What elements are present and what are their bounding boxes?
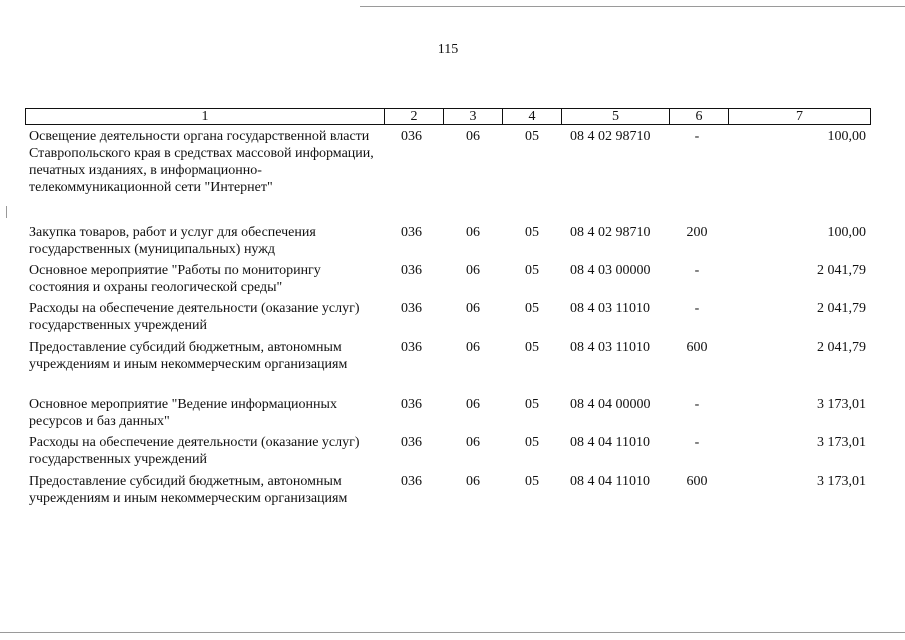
row-col-2: 036	[401, 225, 422, 240]
row-col-5: 08 4 04 00000	[570, 397, 651, 412]
row-col-2: 036	[401, 474, 422, 489]
row-col-2: 036	[401, 435, 422, 450]
row-name: Освещение деятельности органа государственной власти Ставропольского края в средствах массовой информации, печатных изданиях, в информационно-телекоммуникационной сети "Интернет"	[29, 129, 374, 195]
row-col-7: 3 173,01	[817, 435, 866, 450]
row-col-3: 06	[466, 435, 480, 450]
row-col-2: 036	[401, 129, 422, 144]
row-col-3: 06	[466, 129, 480, 144]
row-col-4: 05	[525, 301, 539, 316]
row-col-5: 08 4 04 11010	[570, 474, 650, 489]
row-col-7: 3 173,01	[817, 474, 866, 489]
row-name: Предоставление субсидий бюджетным, автономным учреждениям и иным некоммерческим организациям	[29, 474, 348, 506]
row-col-4: 05	[525, 225, 539, 240]
row-col-2: 036	[401, 263, 422, 278]
header-col-7: 7	[728, 108, 871, 125]
row-col-4: 05	[525, 397, 539, 412]
row-col-3: 06	[466, 397, 480, 412]
row-col-2: 036	[401, 301, 422, 316]
row-col-4: 05	[525, 340, 539, 355]
header-col-4: 4	[502, 108, 562, 125]
header-col-6: 6	[669, 108, 729, 125]
row-col-7: 100,00	[827, 225, 866, 240]
row-col-5: 08 4 03 00000	[570, 263, 651, 278]
row-col-6: -	[694, 435, 700, 450]
row-col-6: 600	[686, 474, 708, 489]
row-col-6: -	[694, 397, 700, 412]
row-col-5: 08 4 03 11010	[570, 301, 650, 316]
row-col-7: 100,00	[827, 129, 866, 144]
row-name: Закупка товаров, работ и услуг для обеспечения государственных (муниципальных) нужд	[29, 225, 316, 257]
row-col-7: 2 041,79	[817, 301, 866, 316]
scan-edge-bottom	[0, 632, 905, 633]
header-col-1: 1	[25, 108, 385, 125]
row-col-6: 200	[686, 225, 708, 240]
row-col-2: 036	[401, 340, 422, 355]
row-col-4: 05	[525, 129, 539, 144]
row-name: Расходы на обеспечение деятельности (оказание услуг) государственных учреждений	[29, 301, 360, 333]
header-col-5: 5	[561, 108, 670, 125]
row-col-5: 08 4 02 98710	[570, 225, 651, 240]
row-name: Расходы на обеспечение деятельности (оказание услуг) государственных учреждений	[29, 435, 360, 467]
row-col-4: 05	[525, 474, 539, 489]
page-number: 115	[437, 42, 459, 57]
row-col-5: 08 4 02 98710	[570, 129, 651, 144]
row-col-5: 08 4 04 11010	[570, 435, 650, 450]
header-col-3: 3	[443, 108, 503, 125]
header-col-2: 2	[384, 108, 444, 125]
row-col-6: 600	[686, 340, 708, 355]
row-col-3: 06	[466, 474, 480, 489]
row-col-5: 08 4 03 11010	[570, 340, 650, 355]
row-col-7: 2 041,79	[817, 263, 866, 278]
row-col-3: 06	[466, 263, 480, 278]
row-col-4: 05	[525, 435, 539, 450]
row-col-4: 05	[525, 263, 539, 278]
row-col-2: 036	[401, 397, 422, 412]
row-col-3: 06	[466, 301, 480, 316]
row-col-6: -	[694, 263, 700, 278]
row-name: Основное мероприятие "Ведение информационных ресурсов и баз данных"	[29, 397, 337, 429]
row-name: Основное мероприятие "Работы по мониторингу состояния и охраны геологической среды"	[29, 263, 321, 295]
row-col-3: 06	[466, 225, 480, 240]
row-col-6: -	[694, 129, 700, 144]
row-col-3: 06	[466, 340, 480, 355]
scan-edge-top	[360, 6, 905, 7]
row-col-7: 3 173,01	[817, 397, 866, 412]
row-name: Предоставление субсидий бюджетным, автономным учреждениям и иным некоммерческим организациям	[29, 340, 348, 372]
row-col-6: -	[694, 301, 700, 316]
row-col-7: 2 041,79	[817, 340, 866, 355]
scan-mark	[6, 206, 7, 218]
